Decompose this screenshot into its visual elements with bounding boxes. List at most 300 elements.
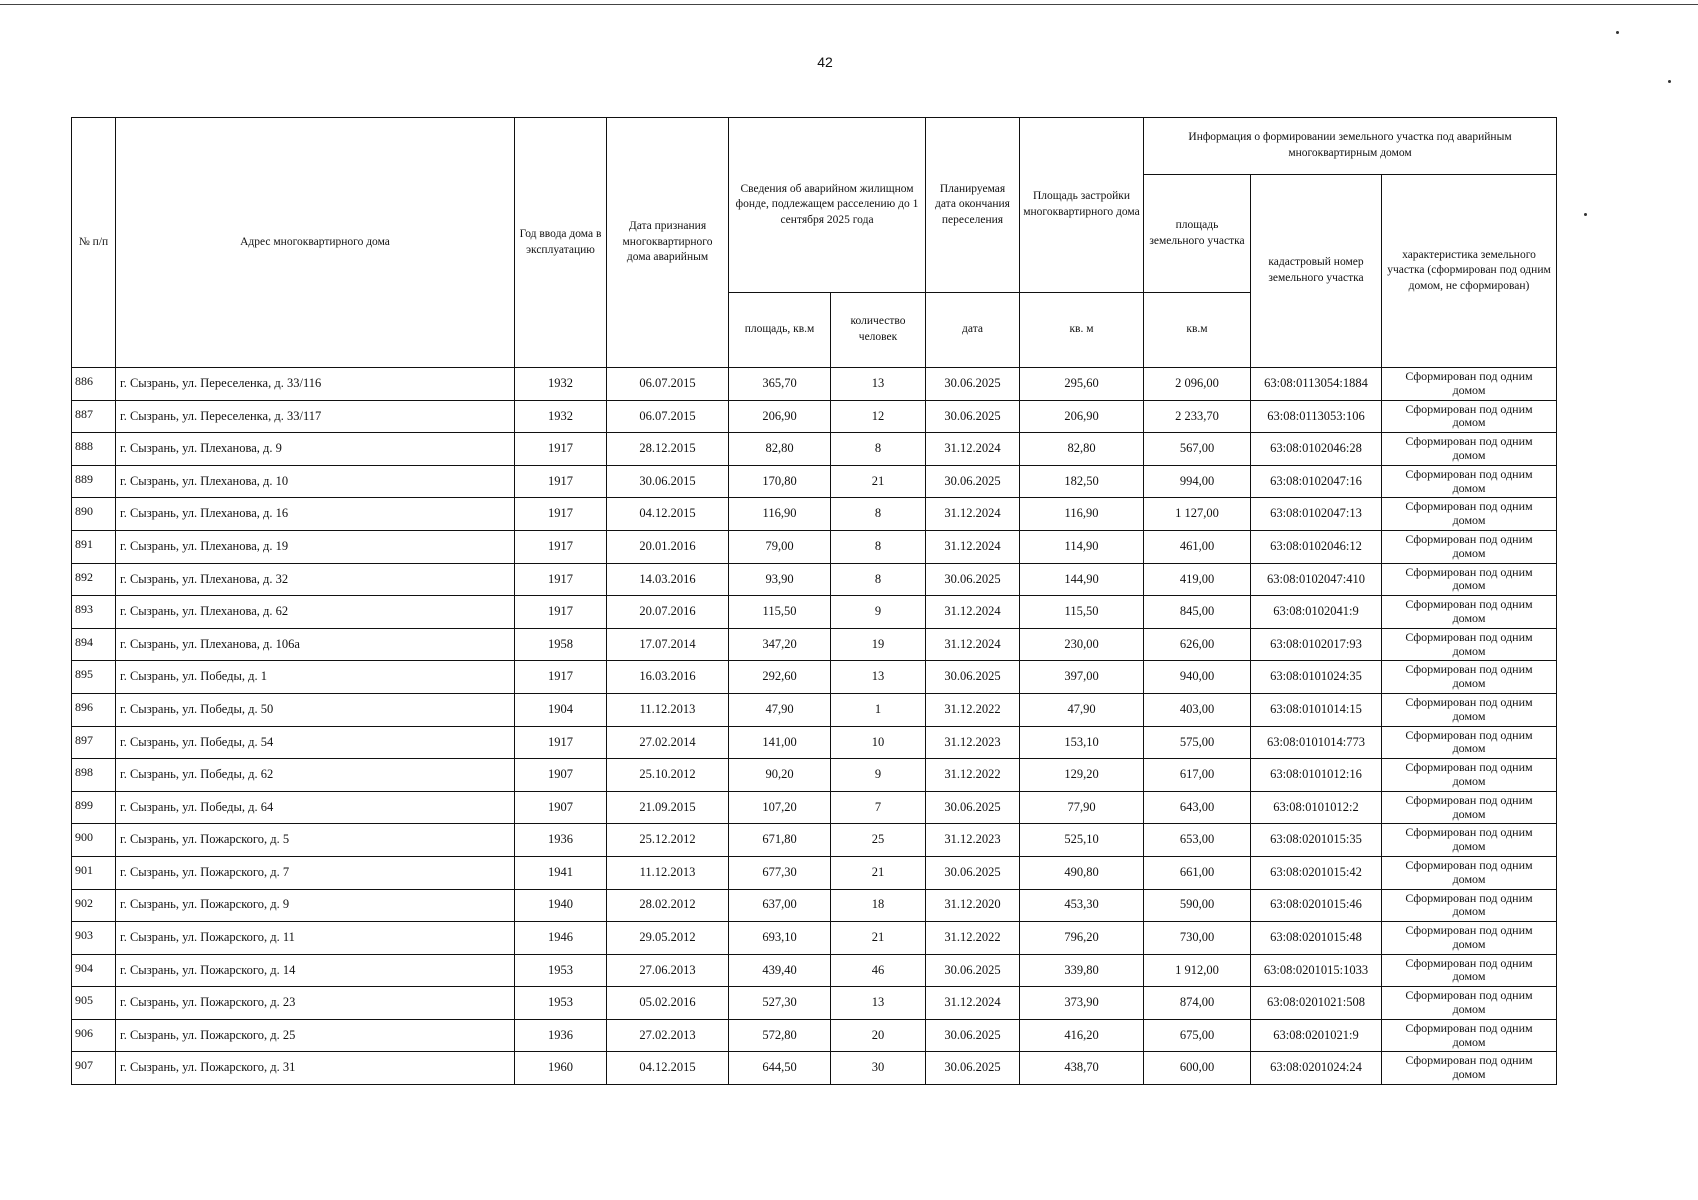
row-recognized-date: 25.10.2012	[607, 759, 729, 792]
row-land-area: 874,00	[1144, 987, 1251, 1020]
row-fund-people: 46	[831, 954, 926, 987]
row-characteristic-line1: Сформирован под одним	[1405, 662, 1533, 677]
row-address: г. Сызрань, ул. Победы, д. 50	[116, 693, 515, 726]
row-year: 1953	[515, 987, 607, 1020]
row-characteristic-line1: Сформирован под одним	[1405, 890, 1533, 905]
table-row	[72, 922, 1557, 955]
row-characteristic	[1382, 400, 1557, 433]
table-row	[72, 465, 1557, 498]
row-characteristic-line2: домом	[1452, 708, 1486, 723]
row-cadastral: 63:08:0201015:46	[1251, 889, 1382, 922]
row-fund-area: 365,70	[729, 368, 831, 401]
row-land-area: 653,00	[1144, 824, 1251, 857]
row-fund-area: 292,60	[729, 661, 831, 694]
row-fund-people: 21	[831, 922, 926, 955]
row-planned-date: 31.12.2022	[926, 693, 1020, 726]
row-cadastral: 63:08:0201015:42	[1251, 856, 1382, 889]
row-characteristic	[1382, 1052, 1557, 1085]
row-cadastral: 63:08:0201021:9	[1251, 1019, 1382, 1052]
row-cadastral: 63:08:0201015:48	[1251, 922, 1382, 955]
row-characteristic-line2: домом	[1452, 643, 1486, 658]
row-built-area: 438,70	[1020, 1052, 1144, 1085]
row-planned-date: 30.06.2025	[926, 400, 1020, 433]
row-recognized-date: 04.12.2015	[607, 498, 729, 531]
row-characteristic-line2: домом	[1452, 415, 1486, 430]
row-recognized-date: 27.02.2013	[607, 1019, 729, 1052]
row-built-area: 525,10	[1020, 824, 1144, 857]
row-land-area: 617,00	[1144, 759, 1251, 792]
row-number: 896	[72, 693, 116, 726]
row-characteristic-line2: домом	[1452, 936, 1486, 951]
row-recognized-date: 17.07.2014	[607, 628, 729, 661]
header-cadastral: кадастровый номер земельного участка	[1251, 175, 1382, 368]
row-number: 897	[72, 726, 116, 759]
row-characteristic	[1382, 433, 1557, 466]
row-characteristic-line1: Сформирован под одним	[1405, 564, 1533, 579]
row-cadastral: 63:08:0201015:35	[1251, 824, 1382, 857]
row-number: 904	[72, 954, 116, 987]
emergency-housing-table	[71, 117, 1557, 1085]
row-characteristic-line1: Сформирован под одним	[1405, 792, 1533, 807]
row-number: 888	[72, 433, 116, 466]
table-row	[72, 726, 1557, 759]
row-characteristic-line1: Сформирован под одним	[1405, 955, 1533, 970]
row-planned-date: 30.06.2025	[926, 856, 1020, 889]
row-characteristic	[1382, 1019, 1557, 1052]
row-land-area: 994,00	[1144, 465, 1251, 498]
table-row	[72, 759, 1557, 792]
row-land-area: 643,00	[1144, 791, 1251, 824]
header-fund: Сведения об аварийном жилищном фонде, подлежащем расселению до 1 сентября 2025 года	[729, 118, 926, 293]
row-fund-people: 13	[831, 987, 926, 1020]
row-cadastral: 63:08:0201024:24	[1251, 1052, 1382, 1085]
row-address: г. Сызрань, ул. Плеханова, д. 10	[116, 465, 515, 498]
row-characteristic-line2: домом	[1452, 773, 1486, 788]
row-fund-people: 7	[831, 791, 926, 824]
row-number: 889	[72, 465, 116, 498]
row-land-area: 2 096,00	[1144, 368, 1251, 401]
row-fund-people: 20	[831, 1019, 926, 1052]
table-row	[72, 987, 1557, 1020]
table-row	[72, 1019, 1557, 1052]
row-fund-area: 693,10	[729, 922, 831, 955]
row-fund-people: 19	[831, 628, 926, 661]
row-built-area: 153,10	[1020, 726, 1144, 759]
table-row	[72, 791, 1557, 824]
row-fund-area: 170,80	[729, 465, 831, 498]
row-characteristic	[1382, 922, 1557, 955]
row-fund-people: 8	[831, 498, 926, 531]
row-characteristic-line1: Сформирован под одним	[1405, 401, 1533, 416]
row-built-area: 397,00	[1020, 661, 1144, 694]
row-year: 1917	[515, 465, 607, 498]
row-number: 886	[72, 368, 116, 401]
row-planned-date: 31.12.2024	[926, 628, 1020, 661]
row-land-area: 940,00	[1144, 661, 1251, 694]
row-built-area: 116,90	[1020, 498, 1144, 531]
row-address: г. Сызрань, ул. Пожарского, д. 23	[116, 987, 515, 1020]
row-fund-people: 30	[831, 1052, 926, 1085]
table-row	[72, 889, 1557, 922]
header-characteristic: характеристика земельного участка (сформирован под одним домом, не сформирован)	[1382, 175, 1557, 368]
table-row	[72, 563, 1557, 596]
row-planned-date: 31.12.2023	[926, 726, 1020, 759]
row-characteristic-line2: домом	[1452, 969, 1486, 984]
row-fund-area: 439,40	[729, 954, 831, 987]
row-land-area: 600,00	[1144, 1052, 1251, 1085]
row-number: 906	[72, 1019, 116, 1052]
row-land-area: 845,00	[1144, 596, 1251, 629]
row-land-area: 461,00	[1144, 530, 1251, 563]
row-land-area: 419,00	[1144, 563, 1251, 596]
row-year: 1917	[515, 563, 607, 596]
row-planned-date: 30.06.2025	[926, 368, 1020, 401]
row-planned-date: 30.06.2025	[926, 954, 1020, 987]
row-characteristic	[1382, 498, 1557, 531]
row-planned-date: 31.12.2022	[926, 922, 1020, 955]
row-year: 1917	[515, 596, 607, 629]
scan-top-border	[0, 4, 1698, 5]
row-fund-area: 115,50	[729, 596, 831, 629]
header-built-area: Площадь застройки многоквартирного дома	[1020, 118, 1144, 293]
row-land-area: 575,00	[1144, 726, 1251, 759]
header-built-area-sub: кв. м	[1020, 293, 1144, 368]
row-year: 1917	[515, 726, 607, 759]
row-built-area: 490,80	[1020, 856, 1144, 889]
header-fund-people: количество человек	[831, 293, 926, 368]
header-land-area: площадь земельного участка	[1144, 175, 1251, 293]
row-address: г. Сызрань, ул. Плеханова, д. 106а	[116, 628, 515, 661]
row-characteristic-line2: домом	[1452, 1002, 1486, 1017]
row-characteristic-line2: домом	[1452, 1034, 1486, 1049]
row-address: г. Сызрань, ул. Переселенка, д. 33/116	[116, 368, 515, 401]
row-built-area: 796,20	[1020, 922, 1144, 955]
row-fund-area: 107,20	[729, 791, 831, 824]
row-fund-people: 9	[831, 596, 926, 629]
row-characteristic-line2: домом	[1452, 871, 1486, 886]
row-cadastral: 63:08:0113054:1884	[1251, 368, 1382, 401]
table-row	[72, 596, 1557, 629]
row-characteristic	[1382, 596, 1557, 629]
row-recognized-date: 21.09.2015	[607, 791, 729, 824]
row-land-area: 403,00	[1144, 693, 1251, 726]
row-built-area: 206,90	[1020, 400, 1144, 433]
row-characteristic-line1: Сформирован под одним	[1405, 760, 1533, 775]
scan-speck	[1584, 213, 1587, 216]
row-recognized-date: 11.12.2013	[607, 856, 729, 889]
row-built-area: 230,00	[1020, 628, 1144, 661]
row-built-area: 47,90	[1020, 693, 1144, 726]
row-year: 1904	[515, 693, 607, 726]
row-fund-people: 21	[831, 465, 926, 498]
row-number: 891	[72, 530, 116, 563]
row-characteristic	[1382, 628, 1557, 661]
row-recognized-date: 27.02.2014	[607, 726, 729, 759]
row-year: 1907	[515, 759, 607, 792]
row-planned-date: 30.06.2025	[926, 563, 1020, 596]
row-built-area: 182,50	[1020, 465, 1144, 498]
row-characteristic	[1382, 726, 1557, 759]
row-characteristic-line2: домом	[1452, 513, 1486, 528]
row-cadastral: 63:08:0102017:93	[1251, 628, 1382, 661]
row-recognized-date: 25.12.2012	[607, 824, 729, 857]
header-land-area-sub: кв.м	[1144, 293, 1251, 368]
row-fund-area: 644,50	[729, 1052, 831, 1085]
row-fund-area: 527,30	[729, 987, 831, 1020]
row-number: 898	[72, 759, 116, 792]
row-fund-people: 1	[831, 693, 926, 726]
row-fund-people: 12	[831, 400, 926, 433]
row-cadastral: 63:08:0101012:16	[1251, 759, 1382, 792]
row-fund-area: 79,00	[729, 530, 831, 563]
row-planned-date: 31.12.2020	[926, 889, 1020, 922]
row-land-area: 626,00	[1144, 628, 1251, 661]
row-cadastral: 63:08:0102047:410	[1251, 563, 1382, 596]
row-number: 900	[72, 824, 116, 857]
table-row	[72, 1052, 1557, 1085]
row-characteristic-line1: Сформирован под одним	[1405, 694, 1533, 709]
row-built-area: 115,50	[1020, 596, 1144, 629]
row-fund-area: 637,00	[729, 889, 831, 922]
table-row	[72, 693, 1557, 726]
row-recognized-date: 14.03.2016	[607, 563, 729, 596]
row-recognized-date: 29.05.2012	[607, 922, 729, 955]
table-body	[72, 368, 1557, 1085]
row-fund-area: 677,30	[729, 856, 831, 889]
row-fund-area: 93,90	[729, 563, 831, 596]
row-recognized-date: 06.07.2015	[607, 368, 729, 401]
row-year: 1917	[515, 498, 607, 531]
row-cadastral: 63:08:0101024:35	[1251, 661, 1382, 694]
row-year: 1907	[515, 791, 607, 824]
row-characteristic	[1382, 954, 1557, 987]
row-recognized-date: 20.07.2016	[607, 596, 729, 629]
row-land-area: 2 233,70	[1144, 400, 1251, 433]
row-characteristic	[1382, 693, 1557, 726]
table-row	[72, 433, 1557, 466]
row-planned-date: 31.12.2024	[926, 433, 1020, 466]
row-number: 907	[72, 1052, 116, 1085]
row-year: 1917	[515, 433, 607, 466]
row-year: 1936	[515, 824, 607, 857]
row-characteristic-line2: домом	[1452, 578, 1486, 593]
row-characteristic-line1: Сформирован под одним	[1405, 597, 1533, 612]
header-planned-date: Планируемая дата окончания переселения	[926, 118, 1020, 293]
row-year: 1946	[515, 922, 607, 955]
row-land-area: 675,00	[1144, 1019, 1251, 1052]
row-planned-date: 30.06.2025	[926, 1019, 1020, 1052]
row-address: г. Сызрань, ул. Пожарского, д. 11	[116, 922, 515, 955]
table-row	[72, 498, 1557, 531]
row-fund-people: 18	[831, 889, 926, 922]
header-land-info: Информация о формировании земельного участка под аварийным многоквартирным домом	[1144, 118, 1557, 175]
row-built-area: 144,90	[1020, 563, 1144, 596]
row-fund-people: 9	[831, 759, 926, 792]
row-characteristic-line1: Сформирован под одним	[1405, 1020, 1533, 1035]
row-number: 895	[72, 661, 116, 694]
row-characteristic-line1: Сформирован под одним	[1405, 1053, 1533, 1068]
row-year: 1936	[515, 1019, 607, 1052]
row-address: г. Сызрань, ул. Победы, д. 62	[116, 759, 515, 792]
row-year: 1953	[515, 954, 607, 987]
row-fund-area: 47,90	[729, 693, 831, 726]
row-address: г. Сызрань, ул. Пожарского, д. 5	[116, 824, 515, 857]
row-land-area: 1 912,00	[1144, 954, 1251, 987]
header-address: Адрес многоквартирного дома	[116, 118, 515, 368]
row-fund-people: 21	[831, 856, 926, 889]
row-address: г. Сызрань, ул. Пожарского, д. 25	[116, 1019, 515, 1052]
row-characteristic-line2: домом	[1452, 480, 1486, 495]
row-built-area: 77,90	[1020, 791, 1144, 824]
row-address: г. Сызрань, ул. Плеханова, д. 62	[116, 596, 515, 629]
row-address: г. Сызрань, ул. Пожарского, д. 9	[116, 889, 515, 922]
row-planned-date: 31.12.2024	[926, 987, 1020, 1020]
row-recognized-date: 06.07.2015	[607, 400, 729, 433]
row-fund-area: 82,80	[729, 433, 831, 466]
page-number: 42	[817, 54, 833, 70]
table-row	[72, 530, 1557, 563]
row-characteristic-line2: домом	[1452, 382, 1486, 397]
row-land-area: 661,00	[1144, 856, 1251, 889]
row-cadastral: 63:08:0102041:9	[1251, 596, 1382, 629]
table-row	[72, 628, 1557, 661]
header-num: № п/п	[72, 118, 116, 368]
row-cadastral: 63:08:0102047:16	[1251, 465, 1382, 498]
row-land-area: 1 127,00	[1144, 498, 1251, 531]
row-fund-people: 8	[831, 530, 926, 563]
row-characteristic-line2: домом	[1452, 610, 1486, 625]
row-land-area: 590,00	[1144, 889, 1251, 922]
row-fund-people: 8	[831, 433, 926, 466]
row-address: г. Сызрань, ул. Победы, д. 1	[116, 661, 515, 694]
row-year: 1917	[515, 661, 607, 694]
row-fund-area: 206,90	[729, 400, 831, 433]
row-characteristic-line1: Сформирован под одним	[1405, 499, 1533, 514]
row-address: г. Сызрань, ул. Победы, д. 54	[116, 726, 515, 759]
row-number: 887	[72, 400, 116, 433]
row-characteristic	[1382, 856, 1557, 889]
table-row	[72, 856, 1557, 889]
row-address: г. Сызрань, ул. Пожарского, д. 31	[116, 1052, 515, 1085]
row-recognized-date: 20.01.2016	[607, 530, 729, 563]
row-cadastral: 63:08:0102046:12	[1251, 530, 1382, 563]
row-characteristic	[1382, 759, 1557, 792]
header-fund-area: площадь, кв.м	[729, 293, 831, 368]
row-address: г. Сызрань, ул. Плеханова, д. 16	[116, 498, 515, 531]
row-built-area: 339,80	[1020, 954, 1144, 987]
row-planned-date: 30.06.2025	[926, 791, 1020, 824]
row-recognized-date: 27.06.2013	[607, 954, 729, 987]
row-year: 1932	[515, 368, 607, 401]
row-planned-date: 30.06.2025	[926, 1052, 1020, 1085]
row-characteristic-line1: Сформирован под одним	[1405, 369, 1533, 383]
row-number: 901	[72, 856, 116, 889]
row-number: 890	[72, 498, 116, 531]
row-number: 905	[72, 987, 116, 1020]
row-fund-people: 13	[831, 661, 926, 694]
table-row	[72, 954, 1557, 987]
row-fund-people: 8	[831, 563, 926, 596]
scan-speck	[1616, 31, 1619, 34]
row-characteristic	[1382, 661, 1557, 694]
row-number: 893	[72, 596, 116, 629]
row-characteristic-line2: домом	[1452, 839, 1486, 854]
row-cadastral: 63:08:0102046:28	[1251, 433, 1382, 466]
row-cadastral: 63:08:0113053:106	[1251, 400, 1382, 433]
row-planned-date: 31.12.2022	[926, 759, 1020, 792]
row-characteristic-line1: Сформирован под одним	[1405, 434, 1533, 449]
row-recognized-date: 16.03.2016	[607, 661, 729, 694]
row-address: г. Сызрань, ул. Плеханова, д. 32	[116, 563, 515, 596]
row-built-area: 129,20	[1020, 759, 1144, 792]
row-year: 1941	[515, 856, 607, 889]
row-fund-area: 572,80	[729, 1019, 831, 1052]
row-characteristic	[1382, 563, 1557, 596]
row-year: 1958	[515, 628, 607, 661]
row-number: 892	[72, 563, 116, 596]
row-fund-area: 116,90	[729, 498, 831, 531]
row-number: 903	[72, 922, 116, 955]
row-characteristic-line1: Сформирован под одним	[1405, 988, 1533, 1003]
row-fund-people: 25	[831, 824, 926, 857]
row-land-area: 567,00	[1144, 433, 1251, 466]
row-number: 902	[72, 889, 116, 922]
row-characteristic-line2: домом	[1452, 676, 1486, 691]
row-characteristic-line1: Сформирован под одним	[1405, 923, 1533, 938]
row-address: г. Сызрань, ул. Переселенка, д. 33/117	[116, 400, 515, 433]
row-built-area: 416,20	[1020, 1019, 1144, 1052]
row-cadastral: 63:08:0101014:15	[1251, 693, 1382, 726]
row-number: 899	[72, 791, 116, 824]
row-fund-area: 347,20	[729, 628, 831, 661]
table-row	[72, 368, 1557, 401]
row-characteristic	[1382, 791, 1557, 824]
row-characteristic-line1: Сформирован под одним	[1405, 825, 1533, 840]
table-row	[72, 824, 1557, 857]
row-characteristic-line1: Сформирован под одним	[1405, 629, 1533, 644]
row-characteristic-line2: домом	[1452, 1067, 1486, 1082]
row-fund-area: 671,80	[729, 824, 831, 857]
row-characteristic	[1382, 824, 1557, 857]
row-built-area: 373,90	[1020, 987, 1144, 1020]
row-planned-date: 31.12.2024	[926, 530, 1020, 563]
row-built-area: 295,60	[1020, 368, 1144, 401]
row-cadastral: 63:08:0101012:2	[1251, 791, 1382, 824]
table-row	[72, 400, 1557, 433]
row-characteristic-line2: домом	[1452, 904, 1486, 919]
row-address: г. Сызрань, ул. Плеханова, д. 9	[116, 433, 515, 466]
row-characteristic-line2: домом	[1452, 741, 1486, 756]
row-characteristic-line1: Сформирован под одним	[1405, 531, 1533, 546]
row-address: г. Сызрань, ул. Плеханова, д. 19	[116, 530, 515, 563]
row-year: 1917	[515, 530, 607, 563]
row-recognized-date: 30.06.2015	[607, 465, 729, 498]
row-characteristic-line1: Сформирован под одним	[1405, 727, 1533, 742]
row-built-area: 82,80	[1020, 433, 1144, 466]
row-characteristic	[1382, 987, 1557, 1020]
row-year: 1932	[515, 400, 607, 433]
header-year: Год ввода дома в эксплуатацию	[515, 118, 607, 368]
row-cadastral: 63:08:0101014:773	[1251, 726, 1382, 759]
header-recognized-date: Дата признания многоквартирного дома аварийным	[607, 118, 729, 368]
row-year: 1960	[515, 1052, 607, 1085]
row-address: г. Сызрань, ул. Пожарского, д. 14	[116, 954, 515, 987]
row-characteristic	[1382, 530, 1557, 563]
row-fund-people: 13	[831, 368, 926, 401]
row-planned-date: 31.12.2024	[926, 498, 1020, 531]
row-characteristic-line2: домом	[1452, 806, 1486, 821]
row-planned-date: 30.06.2025	[926, 465, 1020, 498]
